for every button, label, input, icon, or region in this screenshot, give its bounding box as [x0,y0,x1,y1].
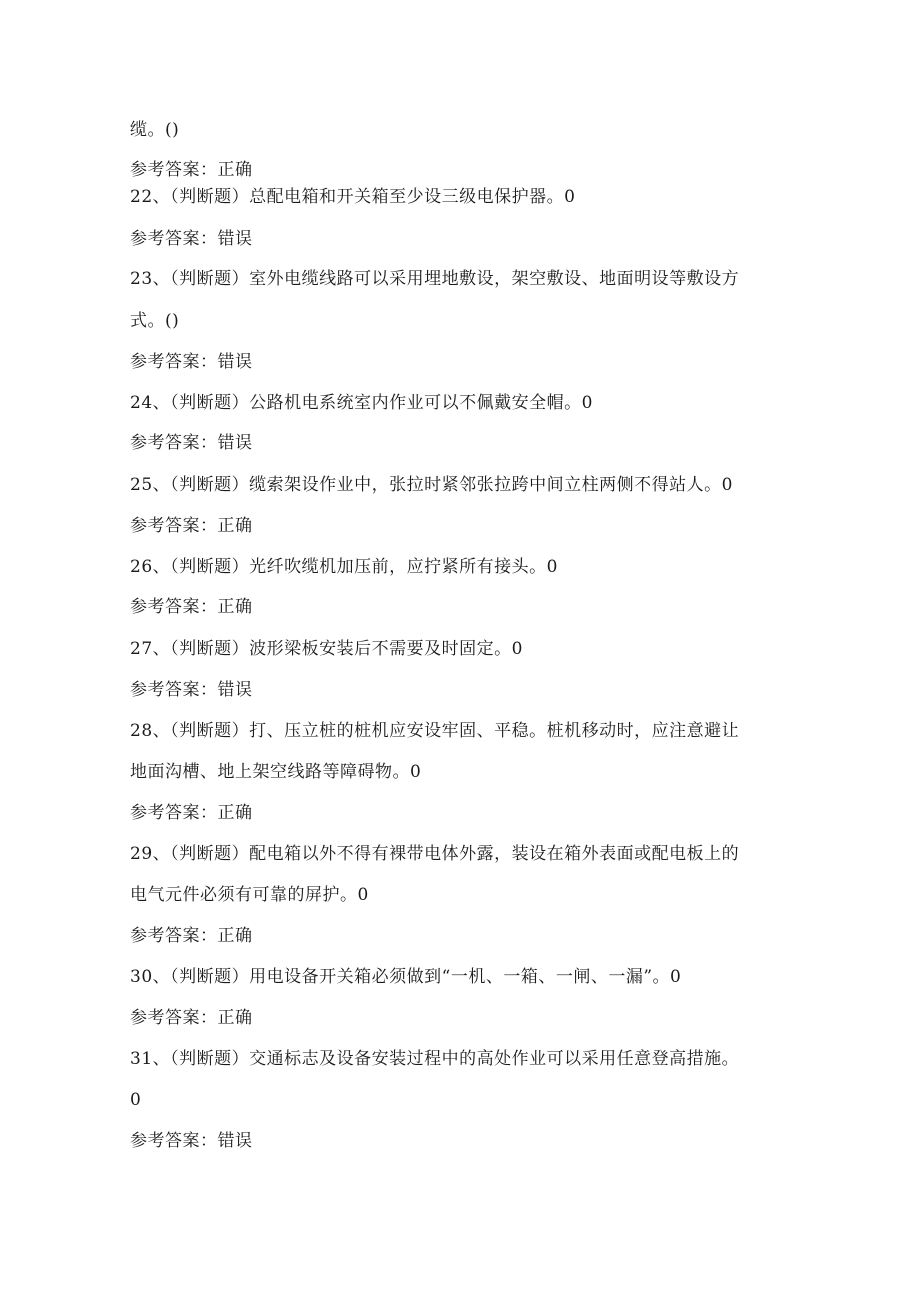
question-line-cont: 地面沟槽、地上架空线路等障碍物。0 [130,762,422,782]
question-line: 26、（判断题）光纤吹缆机加压前，应拧紧所有接头。0 [130,557,558,577]
question-line: 27、（判断题）波形梁板安装后不需要及时固定。0 [130,639,523,659]
answer-line: 参考答案：正确 [130,160,253,180]
question-line: 29、（判断题）配电箱以外不得有裸带电体外露，装设在箱外表面或配电板上的 [130,844,740,864]
question-line-cont: 式。() [130,311,180,331]
answer-line: 参考答案：正确 [130,803,253,823]
question-line: 23、（判断题）室外电缆线路可以采用埋地敷设，架空敷设、地面明设等敷设方 [130,269,740,289]
answer-line: 参考答案：错误 [130,352,253,372]
answer-line: 参考答案：正确 [130,597,253,617]
question-line: 30、（判断题）用电设备开关箱必须做到“一机、一箱、一闸、一漏”。0 [130,967,682,987]
question-line: 31、（判断题）交通标志及设备安装过程中的高处作业可以采用任意登高措施。 [130,1049,740,1069]
answer-line: 参考答案：正确 [130,926,253,946]
answer-line: 参考答案：正确 [130,1008,253,1028]
question-line: 25、（判断题）缆索架设作业中，张拉时紧邻张拉跨中间立柱两侧不得站人。0 [130,475,733,495]
answer-line: 参考答案：正确 [130,516,253,536]
question-line-cont: 电气元件必须有可靠的屏护。0 [130,885,369,905]
question-line: 24、（判断题）公路机电系统室内作业可以不佩戴安全帽。0 [130,393,593,413]
question-line-cont: 0 [130,1090,142,1110]
text-line: 缆。() [130,120,180,140]
answer-line: 参考答案：错误 [130,433,253,453]
question-line: 22、（判断题）总配电箱和开关箱至少设三级电保护器。0 [130,187,576,207]
answer-line: 参考答案：错误 [130,229,253,249]
answer-line: 参考答案：错误 [130,680,253,700]
answer-line: 参考答案：错误 [130,1131,253,1151]
question-line: 28、（判断题）打、压立桩的桩机应安设牢固、平稳。桩机移动时，应注意避让 [130,721,740,741]
